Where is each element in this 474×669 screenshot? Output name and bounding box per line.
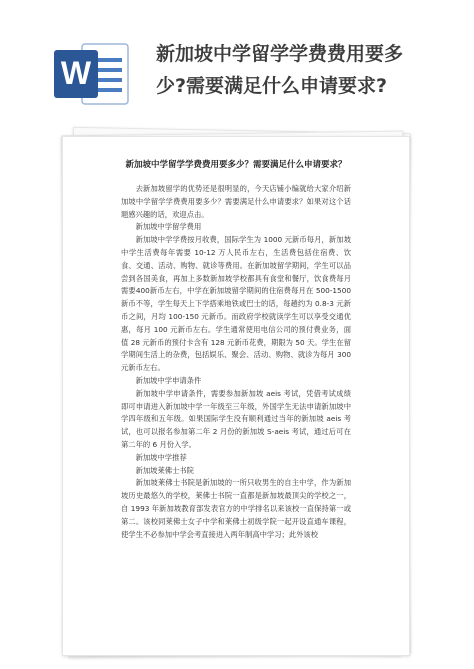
banner-title-line-1: 新加坡中学留学学费费用要多 xyxy=(156,43,404,65)
heading-requirements: 新加坡中学申请条件 xyxy=(135,375,202,385)
document-title: 新加坡中学留学学费费用要多少？需要满足什么申请要求？ xyxy=(125,160,347,170)
document-preview xyxy=(62,130,410,655)
paragraph-requirements: 新加坡中学申请条件，需要参加新加坡 aeis 考试，凭借考试成绩即可申请进入新加坡中学一年级至三年级，外国学生无法申请新加坡中学四年级和五年级。如果国际学生没有顺利通过当年的新加坡 aeis 考试，也可以报名参加第二年 2 月份的新加坡 S-aeis 考试，通过后可在第二年的 6 月份入学。 xyxy=(121,388,351,449)
heading-recommend: 新加坡中学推荐 xyxy=(135,452,187,462)
page-banner xyxy=(0,0,474,130)
paragraph-intro: 去新加坡留学的优势还是很明显的，今天店铺小编就给大家介绍新加坡中学留学学费费用要多少？需要满足什么申请要求？如果对这个话题感兴趣的话，欢迎点击。 xyxy=(121,184,351,219)
banner-title-line-2: 少?需要满足什么申请要求? xyxy=(156,75,388,97)
heading-raffles: 新加坡莱佛士书院 xyxy=(135,465,194,475)
banner-title xyxy=(156,38,456,102)
word-document-icon xyxy=(52,38,132,110)
paragraph-cost: 新加坡中学学费按月收费，国际学生为 1000 元新币每月，新加坡中学生活费每年需要 10-12 万人民币左右，生活费包括住宿费、饮食、交通、活动、购物、就诊等费用。在新加坡留学期间，学生可以品尝到各国美食，再加上多数新加坡学校都具有食堂和餐厅，饮食费每月需要400新币左右，中学在新加坡留学期间的住宿费每月在 500-1500 新币不等，学生每天上下学搭乘地铁或巴士的话，每趟约为 0.8-3 元新币之间，月均 100-150 元新币。而政府学校就读学生可以享受交通优惠，每月 100 元新币左右。学生通常使用电信公司的预付费业务，面值 28 元新币的预付卡含有 128 元新币花费，期限为 50 天。学生在留学期间生活上的杂费，包括娱乐、聚会、活动、购物、就诊为每月 300 元新币左右。 xyxy=(121,235,351,373)
paragraph-raffles: 新加坡莱佛士书院是新加坡的一所只收男生的自主中学，作为新加坡历史最悠久的学校，莱佛士书院一直都是新加坡最顶尖的学校之一，自 1993 年新加坡教育部发表官方的中学排名以来该校一直保持第一或第二。该校同莱佛士女子中学和莱佛士初级学院一起开设直通车课程，使学生不必参加中学会考直接进入两年制高中学习；此外该校 xyxy=(121,478,351,539)
heading-cost: 新加坡中学留学费用 xyxy=(135,222,202,232)
word-letter: W xyxy=(60,55,92,91)
paper-sheet-front xyxy=(62,136,410,656)
document-body xyxy=(121,159,351,541)
